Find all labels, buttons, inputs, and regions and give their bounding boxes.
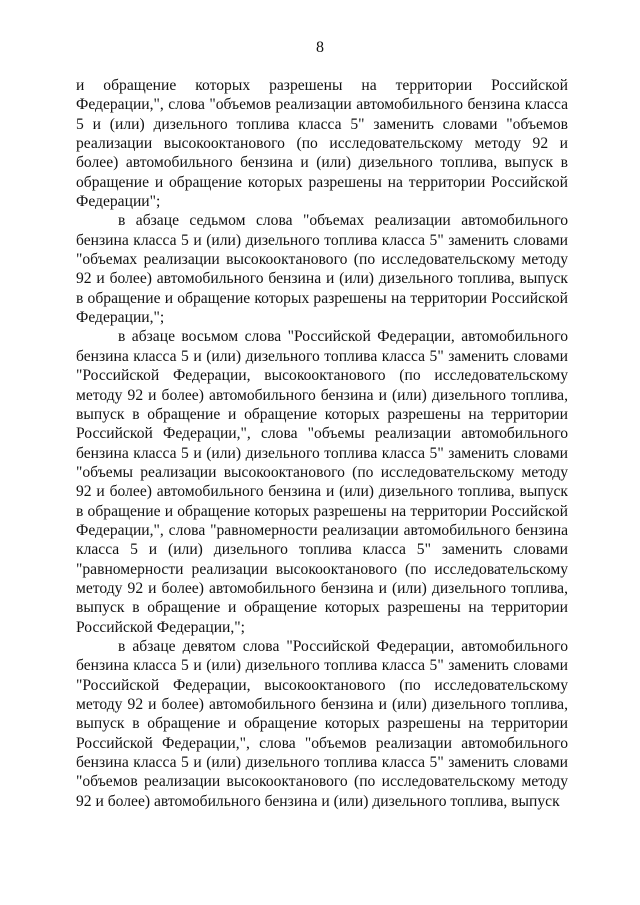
paragraph-abzac-7: в абзаце седьмом слова "объемах реализации автомобильного бензина класса 5 и (или) дизельного топлива класса 5" заменить словами "объемах реализации высокооктанового (по исследовательскому методу 92 и более) автомобильного бензина и (или) дизельного топлива, выпуск в обращение и обращение которых разрешены на территории Российской Федерации,"; [76, 212, 568, 327]
page-number: 8 [316, 39, 324, 56]
paragraph-abzac-8: в абзаце восьмом слова "Российской Федерации, автомобильного бензина класса 5 и (или) дизельного топлива класса 5" заменить словами "Российской Федерации, высокооктанового (по исследовательскому методу 92 и более) автомобильного бензина и (или) дизельного топлива, выпуск в обращение и обращение которых разрешены на территории Российской Федерации,", слова "объемы реализации автомобильного бензина класса 5 и (или) дизельного топлива класса 5" заменить словами "объемы реализации высокооктанового (по исследовательскому методу 92 и более) автомобильного бензина и (или) дизельного топлива, выпуск в обращение и обращение которых разрешены на территории Российской Федерации,", слова "равномерности реализации автомобильного бензина класса 5 и (или) дизельного топлива класса 5" заменить словами "равномерности реализации высокооктанового (по исследовательскому методу 92 и более) автомобильного бензина и (или) дизельного топлива, выпуск в обращение и обращение которых разрешены на территории Российской Федерации,"; [76, 328, 568, 636]
document-body [76, 76, 568, 811]
paragraph-abzac-9: в абзаце девятом слова "Российской Федерации, автомобильного бензина класса 5 и (или) дизельного топлива класса 5" заменить словами "Российской Федерации, высокооктанового (по исследовательскому методу 92 и более) автомобильного бензина и (или) дизельного топлива, выпуск в обращение и обращение которых разрешены на территории Российской Федерации,", слова "объемов реализации автомобильного бензина класса 5 и (или) дизельного топлива класса 5" заменить словами "объемов реализации высокооктанового (по исследовательскому методу 92 и более) автомобильного бензина и (или) дизельного топлива, выпуск [76, 637, 568, 810]
paragraph-continuation: и обращение которых разрешены на территории Российской Федерации,", слова "объемов реализации автомобильного бензина класса 5 и (или) дизельного топлива класса 5" заменить словами "объемов реализации высокооктанового (по исследовательскому методу 92 и более) автомобильного бензина и (или) дизельного топлива, выпуск в обращение и обращение которых разрешены на территории Российской Федерации"; [76, 77, 568, 211]
